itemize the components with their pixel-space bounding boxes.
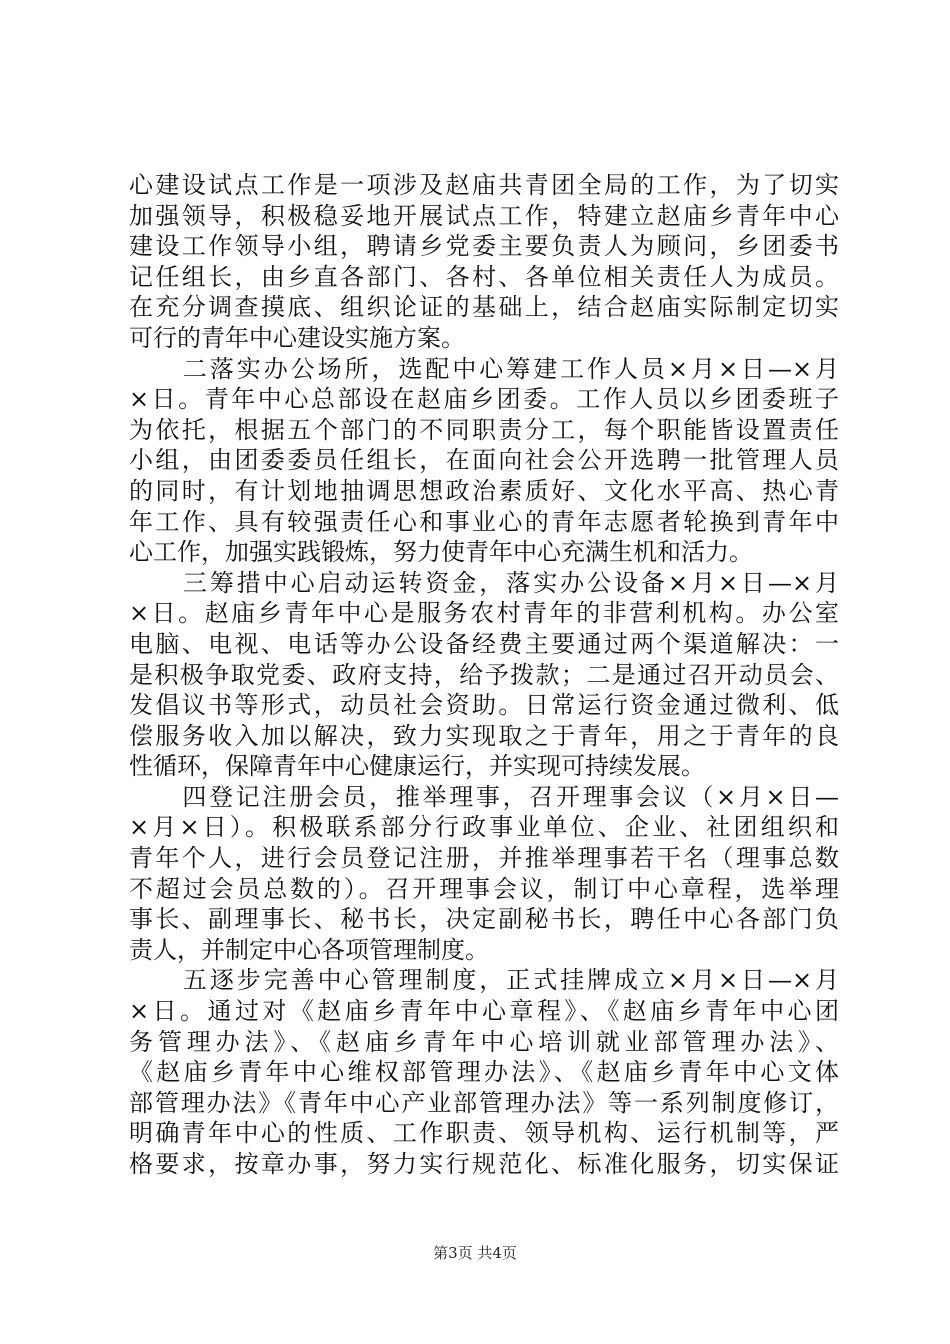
text-line: 加强领导，积极稳妥地开展试点工作，特建立赵庙乡青年中心 [129,201,839,230]
page-footer: 第3页 共4页 [433,1244,517,1262]
text-line: 明确青年中心的性质、工作职责、领导机构、运行机制等，严 [129,1119,839,1148]
text-line: 格要求，按章办事，努力实行规范化、标准化服务，切实保证 [129,1150,839,1178]
text-line: 的同时，有计划地抽调思想政治素质好、文化水平高、热心青 [129,476,839,505]
text-line: 《赵庙乡青年中心维权部管理办法》、《赵庙乡青年中心文体 [129,1058,839,1087]
text-line: ×月×日）。积极联系部分行政事业单位、企业、社团组织和 [129,813,839,842]
text-line: 建设工作领导小组，聘请乡党委主要负责人为顾问，乡团委书 [129,232,839,261]
text-line: 偿服务收入加以解决，致力实现取之于青年，用之于青年的良 [129,721,839,750]
text-line: 为依托，根据五个部门的不同职责分工，每个职能皆设置责任 [129,415,839,444]
text-line: 电脑、电视、电话等办公设备经费主要通过两个渠道解决：一 [129,629,839,658]
text-line: 部管理办法》《青年中心产业部管理办法》等一系列制度修订， [129,1088,839,1117]
text-line: 责人，并制定中心各项管理制度。 [129,935,489,964]
text-line: 不超过会员总数的）。召开理事会议，制订中心章程，选举理 [129,874,839,903]
text-line: 四登记注册会员，推举理事，召开理事会议（×月×日— [129,782,839,811]
text-line: 可行的青年中心建设实施方案。 [129,323,465,352]
text-line: 发倡议书等形式，动员社会资助。日常运行资金通过微利、低 [129,691,839,720]
text-line: 记任组长，由乡直各部门、各村、各单位相关责任人为成员。 [129,262,839,291]
text-line: 是积极争取党委、政府支持，给予拨款；二是通过召开动员会、 [129,660,839,689]
text-line: ×日。赵庙乡青年中心是服务农村青年的非营利机构。办公室 [129,599,839,628]
text-line: 小组，由团委委员任组长，在面向社会公开选聘一批管理人员 [129,446,839,475]
text-line: 心建设试点工作是一项涉及赵庙共青团全局的工作，为了切实 [129,171,839,199]
text-line: ×日。青年中心总部设在赵庙乡团委。工作人员以乡团委班子 [129,385,839,414]
text-line: 心工作，加强实践锻炼，努力使青年中心充满生机和活力。 [129,538,753,567]
text-line: 青年个人，进行会员登记注册，并推举理事若干名（理事总数 [129,844,839,873]
text-line: 务管理办法》、《赵庙乡青年中心培训就业部管理办法》、 [129,1027,839,1056]
body-text [129,170,839,1180]
text-line: 三筹措中心启动运转资金，落实办公设备×月×日—×月 [129,568,839,597]
text-line: 年工作、具有较强责任心和事业心的青年志愿者轮换到青年中 [129,507,839,536]
text-line: 二落实办公场所，选配中心筹建工作人员×月×日—×月 [129,354,839,383]
text-line: 五逐步完善中心管理制度，正式挂牌成立×月×日—×月 [129,966,839,995]
text-line: 在充分调查摸底、组织论证的基础上，结合赵庙实际制定切实 [129,293,839,322]
text-line: ×日。通过对《赵庙乡青年中心章程》、《赵庙乡青年中心团 [129,997,839,1026]
text-line: 性循环，保障青年中心健康运行，并实现可持续发展。 [129,752,705,781]
text-line: 事长、副理事长、秘书长，决定副秘书长，聘任中心各部门负 [129,905,839,934]
